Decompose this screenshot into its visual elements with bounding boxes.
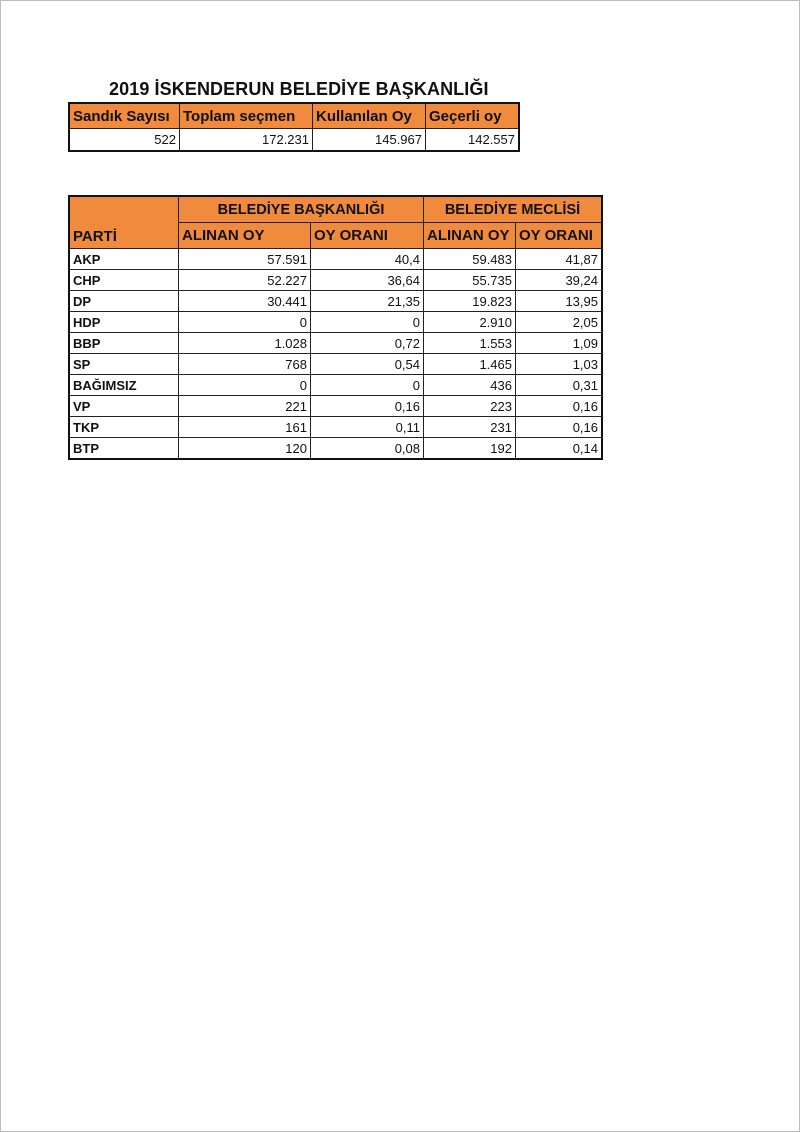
council-rate-cell: 0,31: [516, 375, 603, 396]
summary-table: [68, 102, 520, 152]
party-name-cell: VP: [69, 396, 179, 417]
mayor-rate-cell: 0: [311, 375, 424, 396]
document-title: 2019 İSKENDERUN BELEDİYE BAŞKANLIĞI: [109, 79, 489, 99]
council-rate-cell: 39,24: [516, 270, 603, 291]
table-row: [69, 396, 602, 417]
summary-value-row: [69, 129, 519, 152]
party-name-cell: HDP: [69, 312, 179, 333]
council-rate-cell: 13,95: [516, 291, 603, 312]
party-column-header: PARTİ: [69, 196, 179, 249]
summary-header-cell: Kullanılan Oy: [313, 103, 426, 129]
party-name-cell: BAĞIMSIZ: [69, 375, 179, 396]
summary-value-cell: 522: [69, 129, 180, 152]
party-name-cell: DP: [69, 291, 179, 312]
council-votes-header: ALINAN OY: [424, 223, 516, 249]
party-name-cell: BBP: [69, 333, 179, 354]
council-rate-cell: 0,16: [516, 417, 603, 438]
table-row: [69, 312, 602, 333]
council-rate-cell: 41,87: [516, 249, 603, 270]
summary-value-cell: 172.231: [180, 129, 313, 152]
table-row: [69, 249, 602, 270]
table-row: [69, 438, 602, 460]
summary-header-row: [69, 103, 519, 129]
party-name-cell: SP: [69, 354, 179, 375]
mayor-votes-cell: 0: [179, 312, 311, 333]
mayor-votes-cell: 120: [179, 438, 311, 460]
mayor-votes-cell: 768: [179, 354, 311, 375]
mayor-rate-cell: 21,35: [311, 291, 424, 312]
mayor-rate-cell: 0,08: [311, 438, 424, 460]
council-rate-cell: 2,05: [516, 312, 603, 333]
mayor-rate-header: OY ORANI: [311, 223, 424, 249]
mayor-rate-cell: 0,16: [311, 396, 424, 417]
table-row: [69, 375, 602, 396]
council-rate-cell: 0,14: [516, 438, 603, 460]
council-votes-cell: 2.910: [424, 312, 516, 333]
summary-header-cell: Sandık Sayısı: [69, 103, 180, 129]
summary-value-cell: 142.557: [426, 129, 520, 152]
party-name-cell: TKP: [69, 417, 179, 438]
table-row: [69, 417, 602, 438]
council-rate-cell: 1,09: [516, 333, 603, 354]
council-votes-cell: 55.735: [424, 270, 516, 291]
mayor-votes-cell: 161: [179, 417, 311, 438]
mayor-votes-cell: 0: [179, 375, 311, 396]
mayor-votes-header: ALINAN OY: [179, 223, 311, 249]
mayor-votes-cell: 1.028: [179, 333, 311, 354]
mayor-rate-cell: 0,54: [311, 354, 424, 375]
table-row: [69, 291, 602, 312]
mayor-group-header: BELEDİYE BAŞKANLIĞI: [179, 196, 424, 223]
mayor-votes-cell: 57.591: [179, 249, 311, 270]
mayor-rate-cell: 0,72: [311, 333, 424, 354]
table-row: [69, 270, 602, 291]
council-votes-cell: 1.553: [424, 333, 516, 354]
mayor-rate-cell: 40,4: [311, 249, 424, 270]
mayor-votes-cell: 52.227: [179, 270, 311, 291]
results-table: [68, 195, 603, 460]
mayor-rate-cell: 0,11: [311, 417, 424, 438]
mayor-votes-cell: 221: [179, 396, 311, 417]
results-group-header-row: [69, 196, 602, 223]
council-rate-cell: 1,03: [516, 354, 603, 375]
council-group-header: BELEDİYE MECLİSİ: [424, 196, 603, 223]
summary-header-cell: Toplam seçmen: [180, 103, 313, 129]
mayor-rate-cell: 0: [311, 312, 424, 333]
council-votes-cell: 1.465: [424, 354, 516, 375]
council-votes-cell: 436: [424, 375, 516, 396]
mayor-votes-cell: 30.441: [179, 291, 311, 312]
results-body: [69, 249, 602, 460]
summary-header-cell: Geçerli oy: [426, 103, 520, 129]
table-row: [69, 354, 602, 375]
party-name-cell: CHP: [69, 270, 179, 291]
table-row: [69, 333, 602, 354]
council-votes-cell: 192: [424, 438, 516, 460]
mayor-rate-cell: 36,64: [311, 270, 424, 291]
party-name-cell: BTP: [69, 438, 179, 460]
summary-value-cell: 145.967: [313, 129, 426, 152]
council-votes-cell: 223: [424, 396, 516, 417]
council-votes-cell: 231: [424, 417, 516, 438]
council-votes-cell: 59.483: [424, 249, 516, 270]
party-name-cell: AKP: [69, 249, 179, 270]
council-votes-cell: 19.823: [424, 291, 516, 312]
council-rate-cell: 0,16: [516, 396, 603, 417]
council-rate-header: OY ORANI: [516, 223, 603, 249]
